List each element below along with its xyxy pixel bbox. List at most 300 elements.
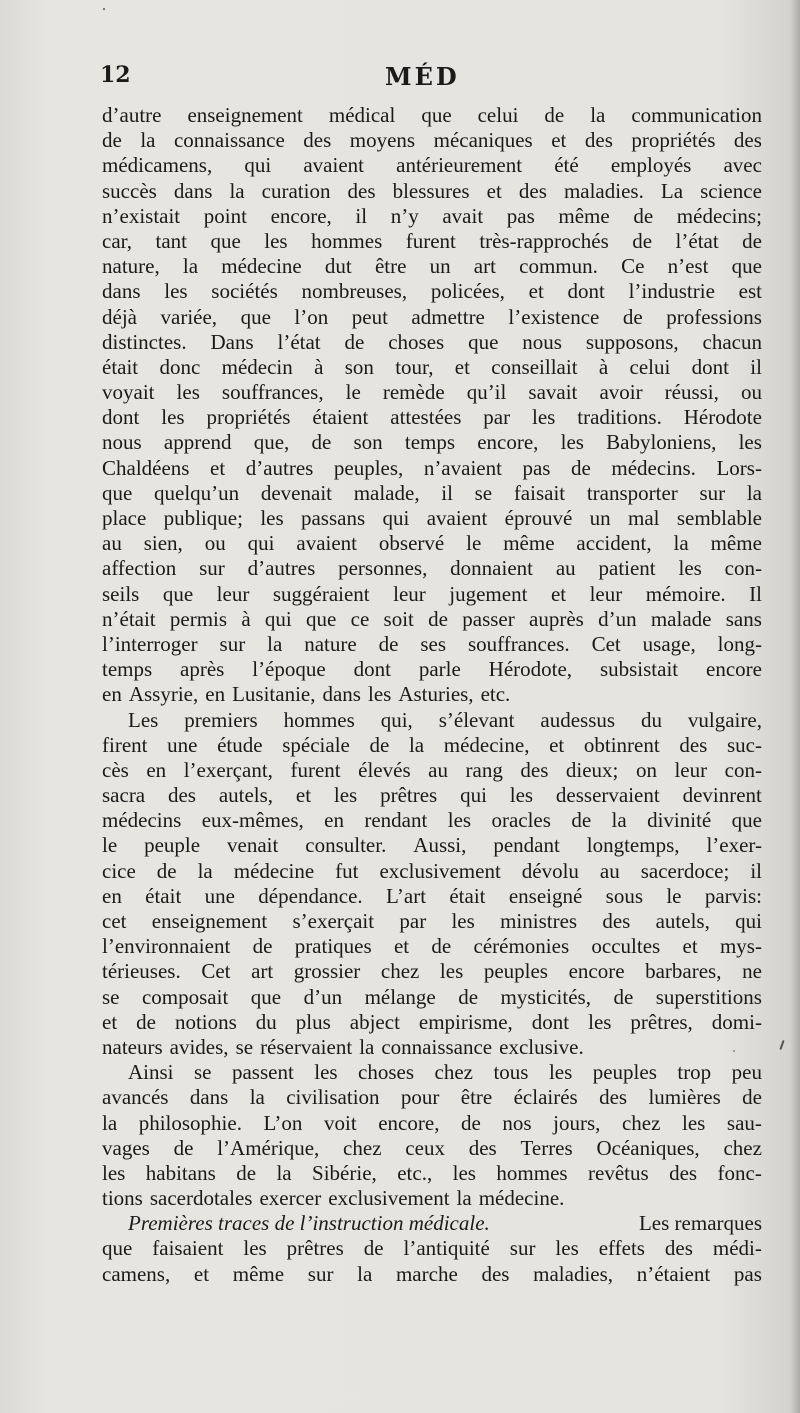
word: dont [102,405,140,430]
word: et [295,783,312,808]
word: ou [740,380,762,405]
word: les [243,1236,267,1261]
word: cet [102,909,127,933]
word: et [528,279,544,304]
word: enseignement [187,103,303,127]
word: point [203,203,247,228]
word: que [306,606,337,631]
word: faisait [513,480,566,505]
word: pas [522,455,551,480]
word: se [235,1034,254,1059]
word: hommes [496,1160,568,1185]
word: avaient [426,506,488,530]
word: que [240,304,271,329]
word: que [210,228,241,253]
word: de [544,103,565,127]
text-line [102,884,762,909]
word: la [102,1110,118,1135]
word: au [102,531,122,556]
word: réussi, [664,380,719,405]
word: leur [674,757,708,782]
word: encore, [378,1110,440,1135]
word: leur [216,581,250,606]
word: les [333,783,358,808]
word: trop [677,1060,712,1085]
word: la [456,1186,472,1211]
word: en [205,682,226,707]
word: de [378,631,399,656]
word: effets [598,1236,645,1261]
word: remède [382,380,445,405]
word: la [673,531,689,556]
word: la [197,858,213,883]
word: Chaldéens [102,455,190,480]
word: en [102,682,122,707]
word: accident, [576,531,652,556]
word: civilisation [286,1085,380,1110]
text-line [102,582,762,607]
text-line [102,1161,762,1186]
word: de [363,1236,384,1261]
text-line [102,279,762,304]
word: dont [567,279,605,304]
word: celui [477,103,519,127]
text-line [102,934,762,959]
word: passent [231,1060,294,1085]
word: Dans [210,329,254,354]
word: est [738,279,762,304]
word: médecine [221,254,302,279]
word: Lusitanie, [232,682,316,707]
word: philosophie. [138,1110,242,1135]
word: longtemps, [586,833,680,858]
word: occultes [591,934,661,959]
word: Ainsi [128,1060,174,1085]
paper-speck [733,1050,735,1052]
word: dans [322,682,361,707]
word: succès [102,178,157,203]
text-line [102,708,762,733]
word: médecine [233,858,315,883]
text-line [102,330,762,355]
word: cès [102,757,129,782]
word: éprouvé [504,506,573,530]
word: connaissance [381,1034,493,1059]
word: Hérodote [683,405,762,430]
text-line [102,430,762,455]
word: même [503,531,555,556]
word: permis [169,606,228,631]
word: à [314,354,324,379]
word: médi- [712,1236,762,1261]
word: Asturies, [398,682,474,707]
word: admettre [411,304,485,329]
word: la [276,1160,292,1185]
word: tions [102,1186,143,1211]
word: était [449,883,486,908]
page-header [100,62,765,92]
word: médecine. [478,1186,565,1211]
word: après [180,657,225,682]
word: la [746,480,762,505]
word: Ce [621,254,645,279]
word: souffrances, [221,380,324,405]
word: devinrent [682,783,762,808]
word: blessures [392,178,470,203]
word: spéciale [282,732,350,757]
word: souffrances. [467,631,570,656]
word: avoir [599,380,643,405]
word: attestées [390,405,462,430]
word: consulter. [305,833,387,858]
word: furent [290,757,341,782]
word: pratiques [294,934,372,959]
word: sur [699,480,726,505]
word: son [344,354,374,379]
word: des [669,1160,698,1185]
word: donc [159,354,201,379]
word: que [731,254,762,279]
word: au [555,556,576,581]
word: en [102,883,122,908]
italic-heading: Premières traces de l’instruction médicale. [128,1211,490,1236]
word: les [588,1009,612,1034]
word: peuple [144,833,201,858]
word: sien, [143,531,183,556]
word: l’exerçant, [183,757,273,782]
word: venait [227,833,279,858]
word: autels, [655,909,710,933]
word: barbares, [645,959,722,984]
word: de [571,808,592,833]
text-line [102,481,762,506]
text-line [102,985,762,1010]
word: composait [141,984,229,1009]
word: d’autres [245,455,314,480]
word: d’un [598,606,637,631]
word: enseigné [508,883,583,908]
word: place [102,506,147,530]
word: nombreuses, [301,279,408,304]
word: une [204,883,235,908]
word: vulgaire, [687,707,762,732]
word: exclusivement [379,858,501,883]
word: cice [102,858,136,883]
word: l’industrie [628,279,715,304]
word: des [481,1261,510,1286]
word: policées, [430,279,505,304]
word: la [229,178,245,203]
word: les [452,1160,476,1185]
word: être [460,1085,493,1110]
word: la [249,1085,265,1110]
word: enseignement [151,909,268,933]
word: passer [462,606,515,631]
word: quelqu’un [154,480,240,505]
word: la [140,128,156,153]
word: de [344,329,365,354]
word: sur [307,1261,334,1286]
text-line [102,632,762,657]
word: il [441,480,453,505]
word: La [660,178,684,203]
word: s’exerçait [292,909,375,933]
word: Aussi, [413,833,467,858]
word: choses [358,1060,415,1085]
word: et [550,581,567,606]
word: hommes [311,228,383,253]
word: l’époque [252,657,326,682]
word: personnes, [338,556,428,581]
word: la [357,1261,373,1286]
word: cérémonies [473,934,570,959]
body-text [102,103,762,1287]
text-line [102,1111,762,1136]
word: ministres [500,909,578,933]
word: affection [102,556,177,581]
word: chez [343,1135,382,1160]
word: seils [102,581,140,606]
word: Cet [201,959,231,984]
word: pas [733,1261,762,1286]
word: d’autres [247,556,316,581]
text-line [102,128,762,153]
word: dans [102,279,141,304]
word: leur [589,581,623,606]
word: même [710,531,762,556]
word: sur [199,556,225,581]
word: peuples, [333,455,404,480]
word: de [136,1009,156,1034]
word: et [551,128,567,153]
word: la [611,808,627,833]
word: l’Amérique, [217,1135,320,1160]
word: de [311,430,332,455]
word: con- [724,556,762,581]
word: au [599,858,620,883]
word: furent [405,228,456,253]
word: oracles [491,808,551,833]
word: dans [189,1085,229,1110]
word: des [602,909,631,933]
word: prêtres [286,1236,344,1261]
word: déjà [102,304,137,329]
word: de [571,455,591,480]
text-line [102,783,762,808]
word: Océaniques, [596,1135,700,1160]
word: étaient [312,405,369,430]
word: ceux [405,1135,445,1160]
word: sacerdotales [149,1186,253,1211]
word: qui, [380,707,413,732]
word: parle [418,657,461,682]
word: exclusivement [328,1186,450,1211]
word: dépendance. [258,883,363,908]
word: de [633,203,654,228]
word: n’y [390,203,419,228]
word: ce [350,606,370,631]
word: etc., [397,1160,433,1185]
word: malade [650,606,712,631]
word: savait [528,380,578,405]
word: superstitions [655,984,762,1009]
word: chez [621,1110,661,1135]
word: celui [629,354,671,379]
word: antérieurement [396,153,523,178]
word: à [241,606,251,631]
word: d’autre [102,103,162,127]
word: des [679,732,708,757]
word: L’art [385,883,427,908]
word: propriétés [206,405,291,430]
word: soit [383,606,414,631]
word: les [560,430,584,455]
text-line [102,204,762,229]
word: de [613,984,634,1009]
word: avec [723,153,762,178]
word: distinctes. [102,329,187,354]
word: art [473,254,496,279]
word: exercer [259,1186,322,1211]
word: de [369,732,390,757]
word: con- [724,757,762,782]
word: de [632,228,653,253]
word: malade, [353,480,420,505]
word: Babyloniens, [606,430,717,455]
word: donnaient [450,556,533,581]
word: mémoire. [645,581,726,606]
word: les [439,959,464,984]
word: notions [174,1009,237,1034]
word: sau- [726,1110,762,1135]
text-line [102,1010,762,1035]
word: qui [460,783,487,808]
word: peu [731,1060,762,1085]
word: dévolu [521,858,579,883]
word: médecins [102,808,182,833]
word: Terres [520,1135,573,1160]
word: le [466,531,482,556]
word: de [236,1160,257,1185]
word: avaient [303,153,364,178]
word: supposons, [585,329,679,354]
word: peuples [483,959,548,984]
page-edge-shadow [790,0,800,1413]
word: l’on [294,304,329,329]
word: pour [400,1085,440,1110]
word: avancés [102,1085,169,1110]
word: les [555,1236,579,1261]
word: que [731,808,762,833]
word: dut [324,254,352,279]
word: que [421,103,452,127]
word: la [267,631,283,656]
word: les [264,228,288,253]
word: autels, [218,783,274,808]
word: ne [742,959,762,984]
word: hommes [283,707,355,732]
text-line [102,179,762,204]
text-line [102,1211,762,1236]
word: des [303,128,332,153]
word: etc. [480,682,511,707]
word: se [102,984,120,1009]
word: qui [244,153,272,178]
word: éclairés [513,1085,578,1110]
text-line [102,380,762,405]
word: qui [264,606,292,631]
word: avaient [296,531,358,556]
text-line [102,808,762,833]
word: même [232,1261,285,1286]
word: voyait [102,380,155,405]
word: en [146,757,167,782]
text-line [102,657,762,682]
word: tour, [395,354,434,379]
word: jours, [553,1110,601,1135]
word: L’on [263,1110,303,1135]
word: patient [598,556,656,581]
text-line [102,1085,762,1110]
text-line [102,607,762,632]
word: nateurs [102,1034,163,1059]
word: qui [247,531,275,556]
word: qu’il [466,380,507,405]
word: sans [725,606,762,631]
word: Assyrie, [128,682,199,707]
word: les [367,682,392,707]
text-line [102,531,762,556]
text-line [102,833,762,858]
word: qui [382,506,410,530]
word: ou [204,531,226,556]
word: que, [253,430,290,455]
word: les [451,909,475,933]
word: que [102,480,133,505]
word: et [682,934,698,959]
word: et [193,1261,210,1286]
word: un [589,506,611,530]
word: réservaient [260,1034,353,1059]
word: auprès [529,606,584,631]
word: long- [717,631,762,656]
word: très-rapprochés [479,228,609,253]
word: sur [509,1236,536,1261]
word: apprend [163,430,232,455]
word: fonc- [717,1160,762,1185]
text-line [102,355,762,380]
text-line [102,1262,762,1287]
word: maladies, [533,1261,614,1286]
word: des [167,783,196,808]
word: que [102,1236,133,1261]
text-line [102,1186,762,1211]
word: professions [666,304,762,329]
word: n’est [667,254,709,279]
word: habitans [145,1160,216,1185]
word: de [742,1085,762,1110]
word: revêtus [588,1160,649,1185]
word: prêtres [380,783,438,808]
word: employés [610,153,692,178]
word: pendant [493,833,560,858]
word: des [599,1085,628,1110]
word: Lors- [716,455,762,480]
word: que [468,329,499,354]
word: n’avaient [423,455,502,480]
word: avait [442,203,484,228]
word: l’état [675,228,719,253]
